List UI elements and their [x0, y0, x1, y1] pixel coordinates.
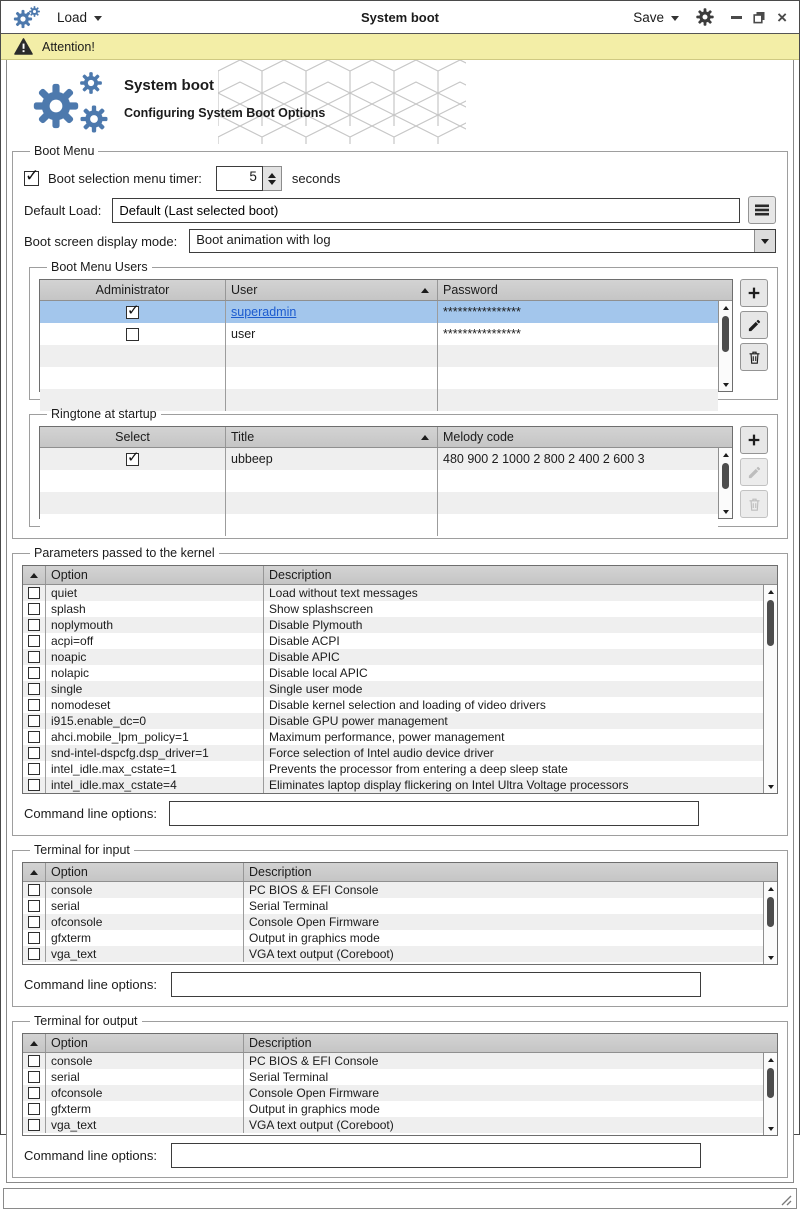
table-row[interactable]	[23, 665, 763, 681]
kernel-params-legend: Parameters passed to the kernel	[34, 546, 215, 560]
save-menu-button[interactable]	[633, 10, 679, 25]
table-row-empty[interactable]	[40, 514, 718, 536]
window-title: System boot	[360, 9, 439, 25]
option-checkbox-cell[interactable]	[23, 1053, 46, 1069]
kernel-params-group	[12, 546, 788, 836]
table-row[interactable]	[23, 1069, 763, 1085]
timer-unit-label: seconds	[291, 171, 341, 186]
row-checkbox[interactable]	[28, 763, 40, 775]
option-checkbox-cell[interactable]	[23, 601, 46, 617]
description-cell[interactable]: Prevents the processor from entering a deep sleep state	[269, 762, 568, 776]
option-cell[interactable]: serial	[46, 1069, 244, 1085]
ringtone-table-header	[40, 427, 732, 448]
option-cell[interactable]: single	[46, 681, 264, 697]
option-cell[interactable]: ofconsole	[46, 914, 244, 930]
empty-cell	[438, 389, 718, 411]
scroll-down-button[interactable]	[764, 780, 777, 793]
empty-cell	[226, 367, 438, 389]
terminal-output-group	[12, 1014, 788, 1178]
option-cell[interactable]: noplymouth	[46, 617, 264, 633]
option-cell[interactable]: intel_idle.max_cstate=4	[46, 777, 264, 793]
terminal-output-table	[22, 1033, 778, 1136]
table-row[interactable]	[23, 697, 763, 713]
sort-asc-icon	[421, 435, 429, 440]
table-row-empty[interactable]	[40, 367, 718, 389]
edit-user-button[interactable]	[740, 311, 768, 339]
description-cell[interactable]: VGA text output (Coreboot)	[249, 947, 394, 961]
table-row[interactable]	[23, 946, 763, 962]
row-checkbox[interactable]	[126, 306, 139, 319]
command-line-label: Command line options:	[24, 977, 157, 992]
table-row-empty[interactable]	[40, 345, 718, 367]
terminal-input-table	[22, 862, 778, 965]
option-cell[interactable]: console	[46, 882, 244, 898]
default-load-input[interactable]	[112, 198, 740, 223]
timer-checkbox[interactable]	[24, 171, 39, 186]
sort-asc-icon	[30, 573, 38, 578]
scroll-down-button[interactable]	[764, 951, 777, 964]
row-checkbox[interactable]	[126, 328, 139, 341]
description-cell[interactable]: Maximum performance, power management	[269, 730, 505, 744]
spinner-arrows[interactable]	[263, 166, 282, 191]
description-cell[interactable]: Disable Plymouth	[269, 618, 363, 632]
empty-cell	[226, 514, 438, 536]
column-header-checkbox[interactable]	[23, 566, 46, 584]
table-row-empty[interactable]	[40, 492, 718, 514]
empty-cell	[226, 492, 438, 514]
row-checkbox[interactable]	[28, 667, 40, 679]
table-row[interactable]	[23, 898, 763, 914]
empty-cell	[226, 389, 438, 411]
table-row[interactable]	[23, 1117, 763, 1133]
option-checkbox-cell[interactable]	[23, 1085, 46, 1101]
option-checkbox-cell[interactable]	[23, 729, 46, 745]
scroll-track[interactable]	[764, 895, 777, 951]
terminal-input-group	[12, 843, 788, 1007]
option-checkbox-cell[interactable]	[23, 665, 46, 681]
description-cell[interactable]: Load without text messages	[269, 586, 418, 600]
option-cell[interactable]: vga_text	[46, 946, 244, 962]
empty-cell	[438, 367, 718, 389]
scroll-down-button[interactable]	[764, 1122, 777, 1135]
column-header-title[interactable]: Title	[226, 427, 438, 447]
vertical-scrollbar[interactable]	[718, 448, 732, 518]
option-checkbox-cell[interactable]	[23, 1069, 46, 1085]
boot-menu-legend: Boot Menu	[34, 144, 95, 158]
page-title: System boot	[124, 77, 215, 94]
row-checkbox[interactable]	[126, 453, 139, 466]
row-checkbox[interactable]	[28, 683, 40, 695]
table-row[interactable]	[23, 585, 763, 601]
option-cell[interactable]: console	[46, 1053, 244, 1069]
option-checkbox-cell[interactable]	[23, 761, 46, 777]
option-checkbox-cell[interactable]	[23, 946, 46, 962]
column-header-description[interactable]: Description	[269, 568, 332, 582]
option-cell[interactable]: intel_idle.max_cstate=1	[46, 761, 264, 777]
display-mode-select[interactable]	[189, 229, 776, 253]
row-checkbox[interactable]	[28, 619, 40, 631]
timer-label: Boot selection menu timer:	[48, 171, 202, 186]
description-cell[interactable]: Single user mode	[269, 682, 363, 696]
display-mode-value: Boot animation with log	[196, 232, 331, 247]
vertical-scrollbar[interactable]	[763, 1053, 777, 1135]
default-load-label: Default Load:	[24, 202, 102, 218]
table-row[interactable]	[23, 914, 763, 930]
table-row[interactable]	[23, 617, 763, 633]
option-cell[interactable]: snd-intel-dspcfg.dsp_driver=1	[46, 745, 264, 761]
row-checkbox[interactable]	[28, 731, 40, 743]
description-cell[interactable]: Disable local APIC	[269, 666, 368, 680]
scroll-thumb[interactable]	[767, 897, 774, 927]
empty-cell	[438, 345, 718, 367]
description-cell[interactable]: Disable GPU power management	[269, 714, 448, 728]
app-gears-icon	[13, 5, 41, 30]
empty-cell	[40, 514, 226, 536]
table-row[interactable]	[23, 777, 763, 793]
scroll-up-button[interactable]	[719, 448, 732, 461]
column-header-checkbox[interactable]	[23, 863, 46, 881]
edit-ringtone-button[interactable]	[740, 458, 768, 486]
password-cell[interactable]: ****************	[443, 305, 521, 319]
load-menu-label: Load	[57, 9, 88, 25]
row-checkbox[interactable]	[28, 948, 40, 960]
row-checkbox[interactable]	[28, 747, 40, 759]
scroll-down-button[interactable]	[719, 505, 732, 518]
option-cell[interactable]: serial	[46, 898, 244, 914]
delete-user-button[interactable]	[740, 343, 768, 371]
users-legend: Boot Menu Users	[51, 260, 148, 274]
description-cell[interactable]: Console Open Firmware	[249, 1086, 380, 1100]
trash-icon	[747, 497, 762, 512]
description-cell[interactable]: Disable APIC	[269, 650, 340, 664]
option-cell[interactable]: vga_text	[46, 1117, 244, 1133]
vertical-scrollbar[interactable]	[763, 882, 777, 964]
terminal-output-table-header	[23, 1034, 777, 1053]
dropdown-arrow-icon[interactable]	[754, 230, 775, 252]
ringtone-table	[39, 426, 733, 519]
restore-button[interactable]	[753, 11, 766, 24]
row-checkbox[interactable]	[28, 1087, 40, 1099]
row-checkbox[interactable]	[28, 916, 40, 928]
option-cell[interactable]: nolapic	[46, 665, 264, 681]
scroll-track[interactable]	[719, 461, 732, 505]
kernel-command-line-input[interactable]	[169, 801, 699, 826]
table-row[interactable]	[40, 323, 718, 345]
scroll-thumb[interactable]	[722, 463, 729, 489]
sort-asc-icon	[421, 288, 429, 293]
option-checkbox-cell[interactable]	[23, 745, 46, 761]
scroll-track[interactable]	[764, 598, 777, 780]
scroll-thumb[interactable]	[767, 600, 774, 646]
row-checkbox[interactable]	[28, 651, 40, 663]
table-row[interactable]	[23, 1085, 763, 1101]
user-cell[interactable]	[226, 323, 438, 345]
main-panel	[6, 60, 794, 1183]
add-user-button[interactable]	[740, 279, 768, 307]
table-row[interactable]	[23, 729, 763, 745]
row-checkbox[interactable]	[28, 1103, 40, 1115]
title-cell[interactable]: ubbeep	[226, 448, 438, 470]
empty-cell	[226, 470, 438, 492]
ringtone-legend: Ringtone at startup	[51, 407, 157, 421]
empty-cell	[226, 345, 438, 367]
title-bar	[1, 1, 799, 34]
table-row[interactable]	[23, 649, 763, 665]
row-checkbox[interactable]	[28, 699, 40, 711]
users-table-header	[40, 280, 732, 301]
user-cell[interactable]	[226, 301, 438, 323]
option-cell[interactable]: gfxterm	[46, 930, 244, 946]
scroll-thumb[interactable]	[722, 316, 729, 352]
gears-logo	[28, 70, 124, 136]
scroll-up-button[interactable]	[764, 585, 777, 598]
minimize-button[interactable]	[731, 16, 742, 19]
ringtone-group	[29, 407, 778, 527]
delete-ringtone-button[interactable]	[740, 490, 768, 518]
description-cell[interactable]: Serial Terminal	[249, 899, 329, 913]
row-checkbox[interactable]	[28, 635, 40, 647]
user-name[interactable]: user	[231, 327, 256, 341]
attention-label: Attention!	[42, 39, 95, 54]
empty-cell	[438, 470, 718, 492]
column-header-melody[interactable]: Melody code	[443, 430, 514, 444]
table-row[interactable]	[23, 761, 763, 777]
option-checkbox-cell[interactable]	[23, 585, 46, 601]
password-cell[interactable]: ****************	[443, 327, 521, 341]
column-header-user[interactable]: User	[226, 280, 438, 300]
row-checkbox[interactable]	[28, 715, 40, 727]
terminal-output-command-line-input[interactable]	[171, 1143, 701, 1168]
row-checkbox[interactable]	[28, 1071, 40, 1083]
trash-icon	[747, 350, 762, 365]
option-checkbox-cell[interactable]	[23, 914, 46, 930]
sort-asc-icon	[30, 870, 38, 875]
row-checkbox[interactable]	[28, 932, 40, 944]
spin-down-icon[interactable]	[268, 180, 276, 185]
option-cell[interactable]: ahci.mobile_lpm_policy=1	[46, 729, 264, 745]
scroll-up-button[interactable]	[719, 301, 732, 314]
boot-menu-users-group	[29, 260, 778, 400]
option-checkbox-cell[interactable]	[23, 930, 46, 946]
timer-spinner[interactable]	[216, 166, 282, 191]
empty-cell	[40, 492, 226, 514]
description-cell[interactable]: Output in graphics mode	[249, 931, 380, 945]
select-cell[interactable]	[40, 448, 226, 470]
row-checkbox[interactable]	[28, 900, 40, 912]
terminal-output-legend: Terminal for output	[34, 1014, 138, 1028]
description-cell[interactable]: Eliminates laptop display flickering on Intel Ultra Voltage processors	[269, 778, 629, 792]
empty-cell	[438, 492, 718, 514]
scroll-up-button[interactable]	[764, 882, 777, 895]
option-checkbox-cell[interactable]	[23, 697, 46, 713]
settings-gear-icon[interactable]	[695, 7, 715, 27]
command-line-label: Command line options:	[24, 1148, 157, 1163]
boot-menu-group	[12, 144, 788, 539]
vertical-scrollbar[interactable]	[718, 301, 732, 391]
melody-cell[interactable]: 480 900 2 1000 2 800 2 400 2 600 3	[443, 452, 645, 466]
scroll-thumb[interactable]	[767, 1068, 774, 1098]
timer-value[interactable]: 5	[216, 166, 263, 191]
terminal-input-command-line-input[interactable]	[171, 972, 701, 997]
add-ringtone-button[interactable]	[740, 426, 768, 454]
table-row[interactable]	[23, 930, 763, 946]
option-checkbox-cell[interactable]	[23, 1101, 46, 1117]
chevron-down-icon	[94, 16, 102, 21]
option-cell[interactable]: acpi=off	[46, 633, 264, 649]
kernel-params-table-header	[23, 566, 777, 585]
column-header-checkbox[interactable]	[23, 1034, 46, 1052]
option-checkbox-cell[interactable]	[23, 713, 46, 729]
option-checkbox-cell[interactable]	[23, 1117, 46, 1133]
row-checkbox[interactable]	[28, 884, 40, 896]
load-menu-button[interactable]	[57, 10, 102, 25]
scroll-track[interactable]	[719, 314, 732, 378]
page-subtitle: Configuring System Boot Options	[124, 106, 326, 120]
scroll-down-button[interactable]	[719, 378, 732, 391]
table-row[interactable]	[23, 713, 763, 729]
warning-icon	[14, 38, 33, 55]
vertical-scrollbar[interactable]	[763, 585, 777, 793]
column-header-description[interactable]: Description	[249, 865, 312, 879]
column-header-select[interactable]: Select	[40, 427, 226, 447]
empty-cell	[40, 470, 226, 492]
table-row[interactable]	[23, 1053, 763, 1069]
administrator-cell[interactable]	[40, 301, 226, 323]
description-cell[interactable]: PC BIOS & EFI Console	[249, 1054, 379, 1068]
row-checkbox[interactable]	[28, 1055, 40, 1067]
display-mode-label: Boot screen display mode:	[24, 233, 178, 249]
description-cell[interactable]: VGA text output (Coreboot)	[249, 1118, 394, 1132]
table-row[interactable]	[23, 1101, 763, 1117]
row-checkbox[interactable]	[28, 779, 40, 791]
table-row[interactable]	[23, 745, 763, 761]
option-cell[interactable]: i915.enable_dc=0	[46, 713, 264, 729]
empty-cell	[40, 367, 226, 389]
row-checkbox[interactable]	[28, 587, 40, 599]
row-checkbox[interactable]	[28, 603, 40, 615]
description-cell[interactable]: Disable kernel selection and loading of video drivers	[269, 698, 546, 712]
empty-cell	[40, 345, 226, 367]
command-line-label: Command line options:	[24, 806, 157, 821]
option-checkbox-cell[interactable]	[23, 882, 46, 898]
option-cell[interactable]: gfxterm	[46, 1101, 244, 1117]
description-cell[interactable]: Console Open Firmware	[249, 915, 380, 929]
attention-banner	[1, 34, 799, 60]
description-cell[interactable]: Disable ACPI	[269, 634, 340, 648]
column-header-option[interactable]: Option	[46, 566, 264, 584]
option-checkbox-cell[interactable]	[23, 633, 46, 649]
resize-grip[interactable]	[780, 1194, 792, 1206]
scroll-track[interactable]	[764, 1066, 777, 1122]
table-row[interactable]	[40, 448, 718, 470]
plus-icon	[746, 432, 762, 448]
option-checkbox-cell[interactable]	[23, 898, 46, 914]
administrator-cell[interactable]	[40, 323, 226, 345]
description-cell[interactable]: Serial Terminal	[249, 1070, 329, 1084]
option-cell[interactable]: noapic	[46, 649, 264, 665]
pencil-icon	[747, 318, 762, 333]
description-cell[interactable]: Force selection of Intel audio device driver	[269, 746, 494, 760]
empty-cell	[438, 514, 718, 536]
option-cell[interactable]: ofconsole	[46, 1085, 244, 1101]
description-cell[interactable]: Show splashscreen	[269, 602, 374, 616]
sort-asc-icon	[30, 1041, 38, 1046]
users-table	[39, 279, 733, 392]
status-bar	[3, 1188, 797, 1209]
description-cell[interactable]: Output in graphics mode	[249, 1102, 380, 1116]
option-cell[interactable]: splash	[46, 601, 264, 617]
pencil-icon	[747, 465, 762, 480]
hamburger-menu-icon	[754, 203, 770, 217]
kernel-params-table	[22, 565, 778, 794]
default-load-menu-button[interactable]	[748, 196, 776, 224]
column-header-option[interactable]: Option	[46, 1034, 244, 1052]
table-row[interactable]	[23, 681, 763, 697]
save-menu-label: Save	[633, 9, 665, 25]
table-row[interactable]	[23, 882, 763, 898]
table-row[interactable]	[23, 601, 763, 617]
table-row[interactable]	[23, 633, 763, 649]
terminal-input-table-header	[23, 863, 777, 882]
description-cell[interactable]: PC BIOS & EFI Console	[249, 883, 379, 897]
option-checkbox-cell[interactable]	[23, 617, 46, 633]
option-cell[interactable]: quiet	[46, 585, 264, 601]
option-checkbox-cell[interactable]	[23, 681, 46, 697]
terminal-input-legend: Terminal for input	[34, 843, 130, 857]
close-button[interactable]: ×	[777, 7, 787, 27]
row-checkbox[interactable]	[28, 1119, 40, 1131]
scroll-up-button[interactable]	[764, 1053, 777, 1066]
column-header-description[interactable]: Description	[249, 1036, 312, 1050]
user-name[interactable]: superadmin	[231, 305, 297, 319]
table-row-empty[interactable]	[40, 470, 718, 492]
option-checkbox-cell[interactable]	[23, 777, 46, 793]
column-header-option[interactable]: Option	[46, 863, 244, 881]
page-header	[10, 60, 790, 144]
plus-icon	[746, 285, 762, 301]
option-cell[interactable]: nomodeset	[46, 697, 264, 713]
column-header-administrator[interactable]: Administrator	[40, 280, 226, 300]
table-row[interactable]	[40, 301, 718, 323]
chevron-down-icon	[671, 16, 679, 21]
option-checkbox-cell[interactable]	[23, 649, 46, 665]
column-header-password[interactable]: Password	[443, 283, 498, 297]
spin-up-icon[interactable]	[268, 173, 276, 178]
